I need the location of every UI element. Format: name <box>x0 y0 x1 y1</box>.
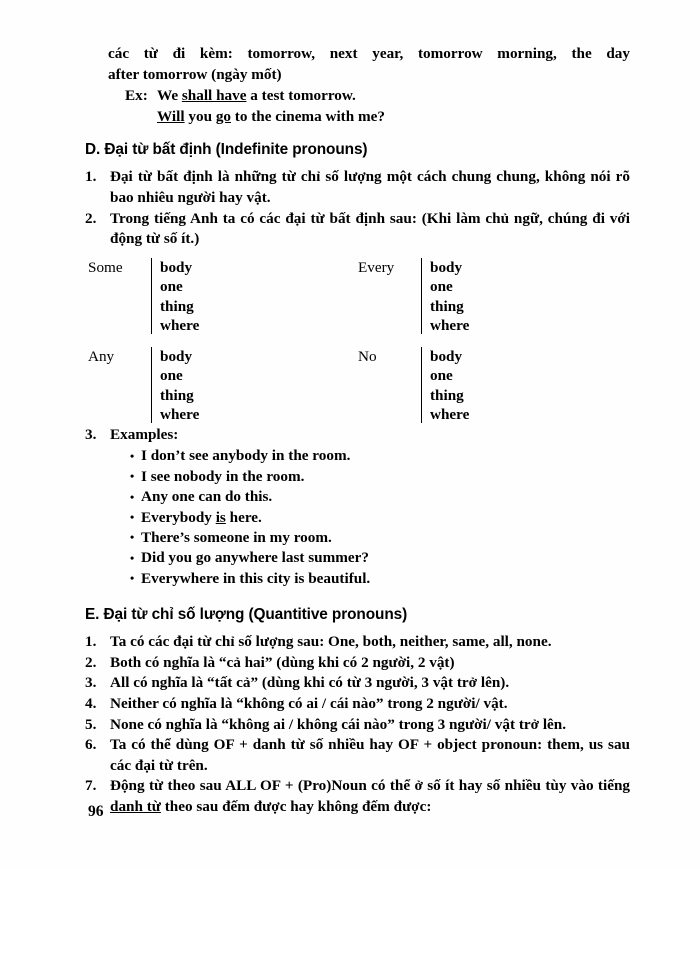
pronoun-suffix-list <box>160 347 199 425</box>
list-item-text: Both có nghĩa là “cả hai” (dùng khi có 2 người, 2 vật) <box>110 653 455 671</box>
lead-paragraph <box>85 44 630 85</box>
pronoun-suffix: thing <box>430 297 464 315</box>
list-item <box>130 446 630 466</box>
pronoun-suffix: thing <box>160 386 194 404</box>
pronoun-suffix: one <box>160 278 183 296</box>
list-item <box>130 487 630 507</box>
list-item-text <box>110 777 630 815</box>
vertical-rule-icon <box>421 347 422 423</box>
example-1-post: a test tomorrow. <box>246 87 356 105</box>
list-item-text: All có nghĩa là “tất cả” (dùng khi có từ 3 người, 3 vật trở lên). <box>110 674 510 692</box>
pronoun-suffix: where <box>430 405 470 423</box>
pronoun-prefix: Any <box>88 347 115 365</box>
list-item-text: Examples: <box>110 425 179 443</box>
list-item-number: 3. <box>85 425 97 443</box>
list-item <box>85 632 630 653</box>
section-e-list <box>85 632 630 817</box>
pronoun-suffix: where <box>160 405 200 423</box>
item7-pre: Động từ theo sau ALL OF + (Pro)Noun có thể ở số ít hay số nhiều tùy vào tiếng <box>110 777 630 795</box>
pronoun-suffix: body <box>430 347 463 365</box>
page-content <box>85 44 630 818</box>
list-item <box>85 673 630 694</box>
page-number: 96 <box>88 803 104 820</box>
list-item <box>85 715 630 736</box>
list-item <box>85 653 630 674</box>
example-2-underlined-1: Will <box>157 107 185 125</box>
vertical-rule-icon <box>421 258 422 334</box>
list-item-number: 4. <box>85 694 97 712</box>
pronoun-group-any <box>88 347 199 425</box>
pronoun-suffix: thing <box>160 297 194 315</box>
example-2-underlined-2: go <box>215 107 231 125</box>
vertical-rule-icon <box>151 258 152 334</box>
bullet-text-underlined: is <box>215 508 226 526</box>
pronoun-suffix-list <box>430 258 469 336</box>
list-item-text: Ta có các đại từ chỉ số lượng sau: One, both, neither, same, all, none. <box>110 633 552 651</box>
pronoun-suffix: body <box>160 347 193 365</box>
example-label-spacer <box>125 107 157 128</box>
vertical-rule-icon <box>151 347 152 423</box>
item7-underlined: danh từ <box>110 797 161 815</box>
example-1-underlined: shall have <box>181 87 247 105</box>
list-item-number: 1. <box>85 633 97 651</box>
bullet-text-pre: Everybody <box>141 508 216 526</box>
list-item <box>130 548 630 568</box>
list-item-number: 6. <box>85 736 97 754</box>
examples-bullet-list <box>85 446 630 589</box>
list-item-number: 2. <box>85 209 97 227</box>
bullet-text-pre: Any one can do this. <box>141 488 273 506</box>
list-item-text: Neither có nghĩa là “không có ai / cái nào” trong 2 người/ vật. <box>110 694 508 712</box>
pronoun-suffix: body <box>430 258 463 276</box>
list-item-text: Đại từ bất định là những từ chỉ số lượng một cách chung chung, không nói rõ bao nhiêu người hay vật. <box>110 168 630 206</box>
list-item <box>85 776 630 817</box>
example-1-pre: We <box>157 87 182 105</box>
list-item <box>85 425 630 446</box>
example-row-2 <box>125 107 630 128</box>
example-sentence-2 <box>157 107 630 128</box>
pronoun-group-some <box>88 258 199 336</box>
pronoun-suffix-list <box>160 258 199 336</box>
pronoun-suffix: one <box>430 278 453 296</box>
list-item <box>85 167 630 208</box>
bullet-text-pre: There’s someone in my room. <box>141 528 332 546</box>
list-item <box>130 528 630 548</box>
list-item <box>85 209 630 250</box>
pronoun-group-no <box>358 347 469 425</box>
bullet-text-pre: Everywhere in this city is beautiful. <box>141 569 371 587</box>
lead-paragraph-line-2: after tomorrow (ngày mốt) <box>108 65 282 83</box>
pronoun-table-row <box>85 258 630 336</box>
list-item <box>130 467 630 487</box>
pronoun-suffix: one <box>430 367 453 385</box>
list-item <box>85 694 630 715</box>
example-sentence-1 <box>157 86 630 107</box>
lead-paragraph-line-1: các từ đi kèm: tomorrow, next year, tomorrow morning, the day <box>108 45 630 62</box>
pronoun-group-every <box>358 258 469 336</box>
example-2-mid: you <box>184 107 216 125</box>
pronoun-suffix: one <box>160 367 183 385</box>
example-2-post: to the cinema with me? <box>231 107 385 125</box>
section-d-list <box>85 167 630 249</box>
bullet-text-pre: I see nobody in the room. <box>141 467 305 485</box>
pronoun-suffix: thing <box>430 386 464 404</box>
pronoun-suffix-list <box>430 347 469 425</box>
pronoun-prefix: No <box>358 347 377 365</box>
bullet-text-pre: I don’t see anybody in the room. <box>141 447 351 465</box>
list-item-number: 1. <box>85 168 97 186</box>
item7-post: theo sau đếm được hay không đếm được: <box>160 797 432 815</box>
list-item <box>130 569 630 589</box>
pronoun-suffix: body <box>160 258 193 276</box>
list-item-number: 7. <box>85 777 97 795</box>
list-item-number: 3. <box>85 674 97 692</box>
pronoun-suffix: where <box>430 316 470 334</box>
pronoun-prefix: Some <box>88 258 123 276</box>
bullet-text-post: here. <box>225 508 262 526</box>
list-item-text: None có nghĩa là “không ai / không cái nào” trong 3 người/ vật trở lên. <box>110 715 567 733</box>
list-item-number: 2. <box>85 653 97 671</box>
example-label: Ex: <box>125 87 148 105</box>
section-e-heading: E. Đại từ chỉ số lượng (Quantitive pronouns) <box>85 606 408 624</box>
pronoun-suffix: where <box>160 316 200 334</box>
list-item <box>85 735 630 776</box>
pronoun-table-row <box>85 347 630 425</box>
section-d-heading: D. Đại từ bất định (Indefinite pronouns) <box>85 141 368 159</box>
example-row-1 <box>125 86 630 107</box>
list-item-text: Ta có thể dùng OF + danh từ số nhiều hay OF + object pronoun: them, us sau các đại từ trên. <box>110 736 630 774</box>
bullet-text-pre: Did you go anywhere last summer? <box>141 549 369 567</box>
list-item-number: 5. <box>85 715 97 733</box>
list-item-text: Trong tiếng Anh ta có các đại từ bất định sau: (Khi làm chủ ngữ, chúng đi với động từ số ít.) <box>110 209 630 248</box>
section-d-examples-list <box>85 425 630 446</box>
pronoun-prefix: Every <box>358 258 395 276</box>
list-item <box>130 508 630 528</box>
example-block-top <box>85 86 630 127</box>
